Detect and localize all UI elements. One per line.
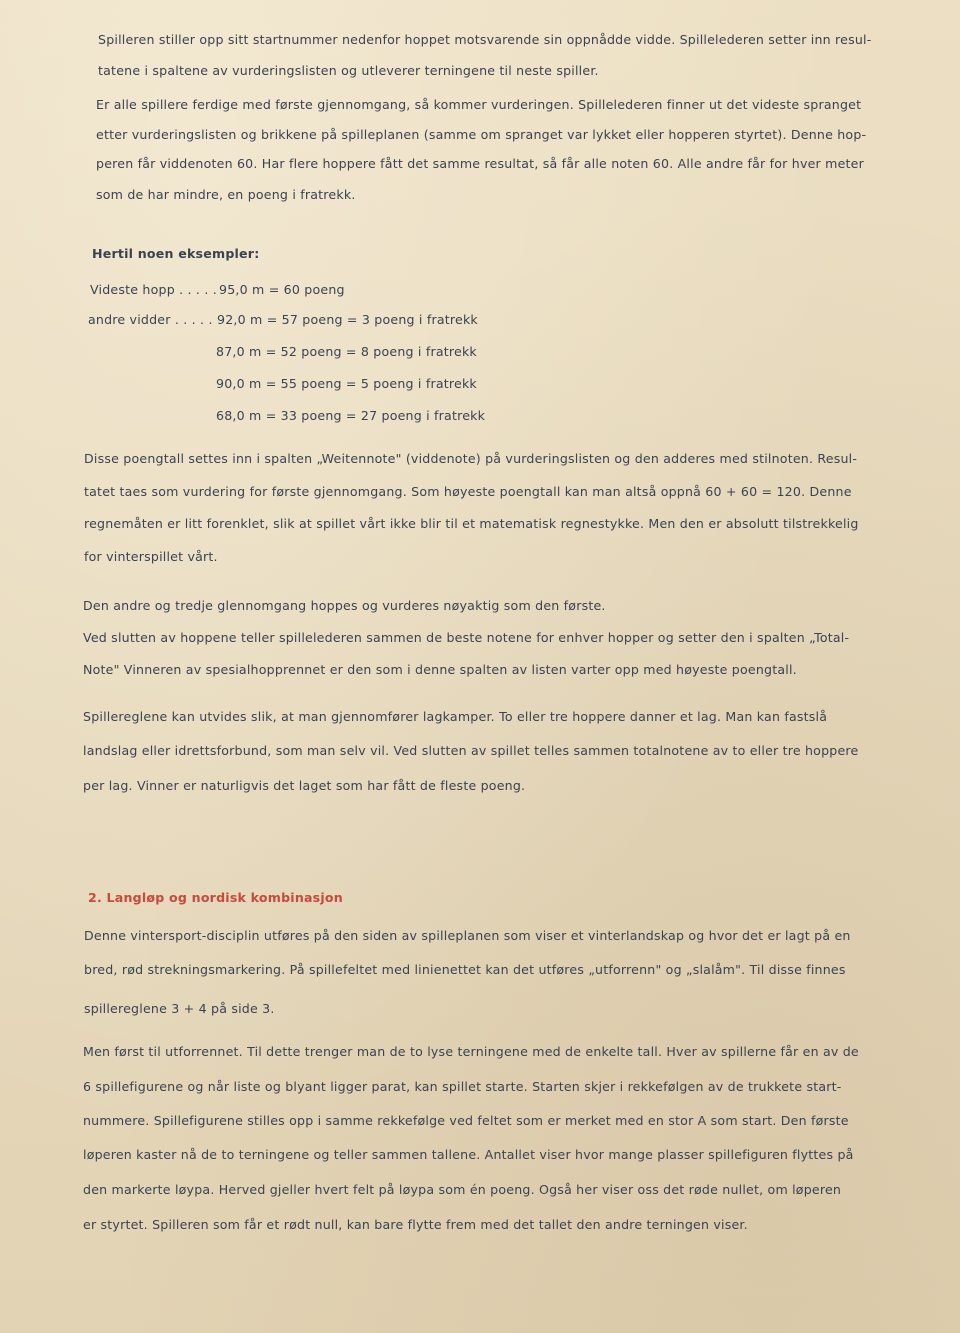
text-line: landslag eller idrettsforbund, som man selv vil. Ved slutten av spillet telles sammen totalnotene av to eller tre hoppere bbox=[83, 743, 859, 758]
examples-heading: Hertil noen eksempler: bbox=[92, 246, 260, 261]
paragraph-evaluation bbox=[96, 97, 876, 207]
text-line: Den andre og tredje glennomgang hoppes og vurderes nøyaktig som den første. bbox=[83, 598, 606, 613]
example-calc: 92,0 m = 57 poeng = 3 poeng i fratrekk bbox=[217, 312, 478, 327]
example-row bbox=[90, 282, 550, 300]
example-calc: 87,0 m = 52 poeng = 8 poeng i fratrekk bbox=[216, 344, 477, 359]
section-heading: 2. Langløp og nordisk kombinasjon bbox=[88, 890, 343, 905]
text-line: nummere. Spillefigurene stilles opp i samme rekkefølge ved feltet som er merket med en stor A som start. Den første bbox=[83, 1113, 849, 1128]
paragraph-team-rules bbox=[83, 709, 883, 799]
text-line: den markerte løypa. Herved gjeller hvert felt på løypa som én poeng. Også her viser oss det røde nullet, om løperen bbox=[83, 1182, 842, 1197]
text-line: Denne vintersport-disciplin utføres på den siden av spilleplanen som viser et vinterlandskap og hvor det er lagt på en bbox=[84, 928, 851, 943]
text-line: per lag. Vinner er naturligvis det laget som har fått de fleste poeng. bbox=[83, 778, 526, 793]
paragraph-intro bbox=[98, 32, 878, 82]
text-line: som de har mindre, en poeng i fratrekk. bbox=[96, 187, 356, 202]
example-row bbox=[88, 376, 548, 394]
example-label: Videste hopp . . . . . bbox=[90, 282, 217, 297]
example-row bbox=[88, 312, 548, 330]
text-line: spillereglene 3 + 4 på side 3. bbox=[84, 1001, 275, 1016]
paragraph-cross-country bbox=[84, 928, 894, 1018]
text-line: tatene i spaltene av vurderingslisten og utleverer terningene til neste spiller. bbox=[98, 63, 599, 78]
example-calc: 90,0 m = 55 poeng = 5 poeng i fratrekk bbox=[216, 376, 477, 391]
text-line: Note" Vinneren av spesialhopprennet er den som i denne spalten av listen varter opp med høyeste poengtall. bbox=[83, 662, 797, 677]
text-line: bred, rød strekningsmarkering. På spillefeltet med linienettet kan det utføres „utforrenn" og „slalåm". Til disse finnes bbox=[84, 962, 846, 977]
text-line: 6 spillefigurene og når liste og blyant ligger parat, kan spillet starte. Starten skjer i rekkefølgen av de trukkete start- bbox=[83, 1079, 842, 1094]
text-line: regnemåten er litt forenklet, slik at spillet vårt ikke blir til et matematisk regnestykke. Men den er absolutt tilstrekkelig bbox=[84, 516, 859, 531]
text-line: Disse poengtall settes inn i spalten „Weitennote" (viddenote) på vurderingslisten og den adderes med stilnoten. Resul- bbox=[84, 451, 858, 466]
text-line: for vinterspillet vårt. bbox=[84, 549, 218, 564]
text-line: løperen kaster nå de to terningene og teller sammen tallene. Antallet viser hvor mange plasser spillefiguren flyttes på bbox=[83, 1147, 854, 1162]
example-row bbox=[88, 344, 548, 362]
text-line: Men først til utforrennet. Til dette trenger man de to lyse terningene med de enkelte tall. Hver av spillerne får en av de bbox=[83, 1044, 859, 1059]
text-line: Spillereglene kan utvides slik, at man gjennomfører lagkamper. To eller tre hoppere danner et lag. Man kan fastslå bbox=[83, 709, 828, 724]
text-line: etter vurderingslisten og brikkene på spilleplanen (samme om spranget var lykket eller hopperen styrtet). Denne hop- bbox=[96, 127, 867, 142]
paragraph-scoring bbox=[84, 451, 884, 571]
example-label: andre vidder . . . . . bbox=[88, 312, 213, 327]
text-line: Er alle spillere ferdige med første gjennomgang, så kommer vurderingen. Spillelederen finner ut det videste spranget bbox=[96, 97, 862, 112]
paragraph-rounds bbox=[83, 598, 883, 688]
text-line: tatet taes som vurdering for første gjennomgang. Som høyeste poengtall kan man altså oppnå 60 + 60 = 120. Denne bbox=[84, 484, 852, 499]
paragraph-downhill bbox=[83, 1044, 898, 1244]
example-calc: 68,0 m = 33 poeng = 27 poeng i fratrekk bbox=[216, 408, 486, 423]
text-line: er styrtet. Spilleren som får et rødt null, kan bare flytte frem med det tallet den andre terningen viser. bbox=[83, 1217, 748, 1232]
text-line: peren får viddenoten 60. Har flere hoppere fått det samme resultat, så får alle noten 60. Alle andre får for hver meter bbox=[96, 156, 865, 171]
example-row bbox=[88, 408, 548, 426]
text-line: Spilleren stiller opp sitt startnummer nedenfor hoppet motsvarende sin oppnådde vidde. Spillelederen setter inn resul- bbox=[98, 32, 872, 47]
text-line: Ved slutten av hoppene teller spillelederen sammen de beste notene for enhver hopper og setter den i spalten „Total- bbox=[83, 630, 850, 645]
example-calc: 95,0 m = 60 poeng bbox=[219, 282, 345, 297]
